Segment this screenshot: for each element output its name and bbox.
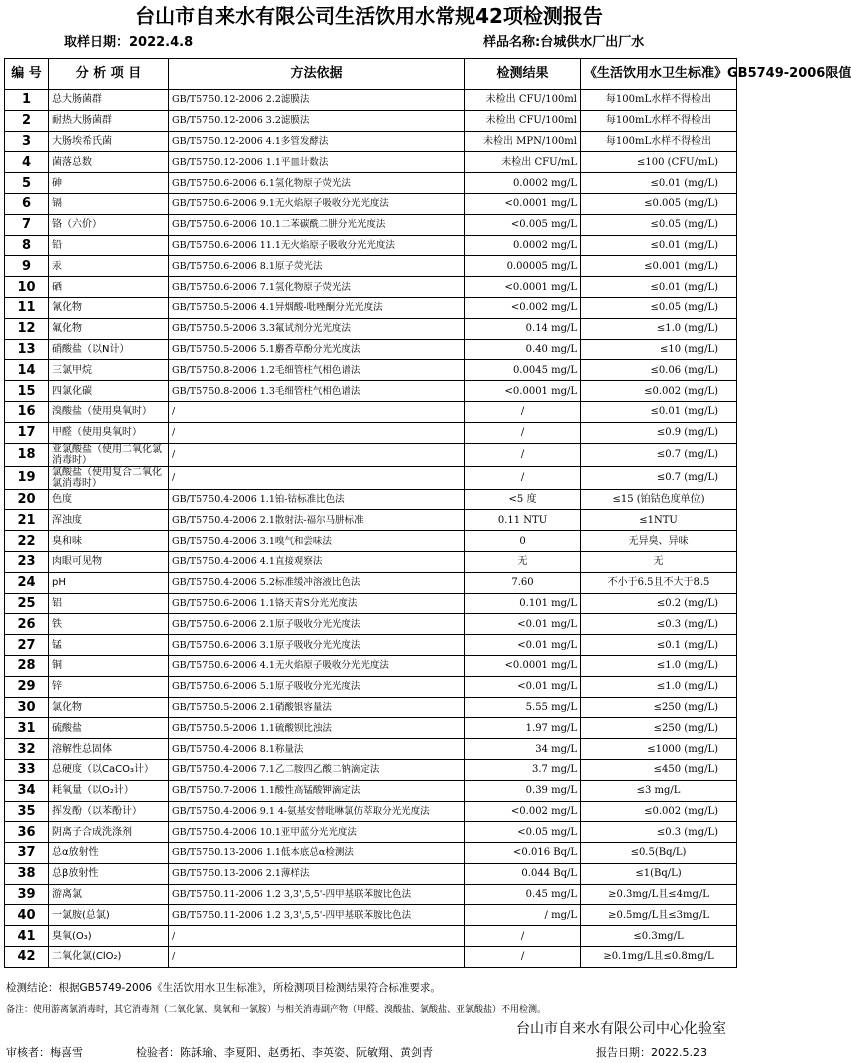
table-row: [5, 90, 737, 111]
row-limit: ≤0.002 (mg/L): [581, 381, 737, 402]
row-method: GB/T5750.6-2006 4.1无火焰原子吸收分光光度法: [169, 655, 465, 676]
row-result: <0.0001 mg/L: [465, 193, 581, 214]
row-result: 1.97 mg/L: [465, 718, 581, 739]
row-number: 19: [5, 466, 49, 489]
row-limit: ≥0.1mg/L且≤0.8mg/L: [581, 947, 737, 968]
row-method: /: [169, 422, 465, 443]
table-row: [5, 780, 737, 801]
row-limit: ≤0.002 (mg/L): [581, 801, 737, 822]
row-limit: ≤0.1 (mg/L): [581, 635, 737, 656]
row-result: /: [465, 443, 581, 466]
row-method: GB/T5750.6-2006 6.1氢化物原子荧光法: [169, 173, 465, 194]
table-row: [5, 572, 737, 593]
row-result: 0.00005 mg/L: [465, 256, 581, 277]
row-limit: 每100mL水样不得检出: [581, 110, 737, 131]
row-method: GB/T5750.4-2006 8.1称量法: [169, 739, 465, 760]
table-row: [5, 318, 737, 339]
row-result: 0.39 mg/L: [465, 780, 581, 801]
row-number: 6: [5, 193, 49, 214]
row-limit: ≤0.05 (mg/L): [581, 214, 737, 235]
row-result: <0.002 mg/L: [465, 801, 581, 822]
testers: 检验者：陈訸瑜、李夏阳、赵勇拓、李英姿、阮敏翔、黄剑青: [136, 1046, 433, 1059]
row-result: 未检出 CFU/100ml: [465, 90, 581, 111]
row-number: 25: [5, 593, 49, 614]
row-limit: ≤0.9 (mg/L): [581, 422, 737, 443]
row-number: 41: [5, 926, 49, 947]
results-table: [4, 58, 851, 968]
row-limit: ≤0.7 (mg/L): [581, 443, 737, 466]
row-item: 挥发酚（以苯酚计）: [49, 801, 169, 822]
row-item: 亚氯酸盐（使用二氧化氯消毒时）: [49, 443, 169, 466]
row-number: 13: [5, 339, 49, 360]
row-number: 30: [5, 697, 49, 718]
note-text: 备注：使用游离氯消毒时，其它消毒剂（二氧化氯、臭氧和一氯胺）与相关消毒副产物（甲醛、溴酸盐、氯酸盐、亚氯酸盐）不用检测。: [6, 1005, 547, 1015]
row-limit: ≤1000 (mg/L): [581, 739, 737, 760]
row-method: /: [169, 443, 465, 466]
row-result: <0.005 mg/L: [465, 214, 581, 235]
row-method: GB/T5750.12-2006 3.2滤膜法: [169, 110, 465, 131]
row-limit: ≤0.3 (mg/L): [581, 822, 737, 843]
row-limit: ≤0.2 (mg/L): [581, 593, 737, 614]
row-item: 汞: [49, 256, 169, 277]
table-row: [5, 277, 737, 298]
row-result: /: [465, 926, 581, 947]
row-item: 总大肠菌群: [49, 90, 169, 111]
row-limit: ≤0.01 (mg/L): [581, 277, 737, 298]
row-item: pH: [49, 572, 169, 593]
table-row: [5, 926, 737, 947]
row-result: <0.01 mg/L: [465, 635, 581, 656]
table-row: [5, 718, 737, 739]
row-limit: ≥0.3mg/L且≤4mg/L: [581, 884, 737, 905]
row-method: /: [169, 401, 465, 422]
row-limit: ≤10 (mg/L): [581, 339, 737, 360]
row-method: GB/T5750.6-2006 9.1无火焰原子吸收分光光度法: [169, 193, 465, 214]
row-number: 42: [5, 947, 49, 968]
row-number: 34: [5, 780, 49, 801]
table-body: [5, 90, 737, 968]
row-item: 一氯胺(总氯): [49, 905, 169, 926]
row-result: 3.7 mg/L: [465, 759, 581, 780]
row-result: 0: [465, 531, 581, 552]
lab-name: 台山市自来水有限公司中心化验室: [516, 1021, 726, 1037]
row-method: GB/T5750.6-2006 11.1无火焰原子吸收分光光度法: [169, 235, 465, 256]
row-number: 22: [5, 531, 49, 552]
table-row: [5, 256, 737, 277]
row-limit: ≤0.01 (mg/L): [581, 173, 737, 194]
row-number: 2: [5, 110, 49, 131]
table-row: [5, 214, 737, 235]
row-item: 三氯甲烷: [49, 360, 169, 381]
row-result: 0.40 mg/L: [465, 339, 581, 360]
row-item: 氯化物: [49, 697, 169, 718]
sample-date: 取样日期：2022.4.8: [64, 35, 194, 50]
row-result: 未检出 CFU/mL: [465, 152, 581, 173]
row-number: 9: [5, 256, 49, 277]
row-limit: ≤1.0 (mg/L): [581, 676, 737, 697]
row-limit: ≤250 (mg/L): [581, 697, 737, 718]
header-item: 分 析 项 目: [49, 59, 169, 90]
row-result: /: [465, 466, 581, 489]
conclusion-text: 检测结论：根据GB5749-2006《生活饮用水卫生标准》，所检测项目检测结果符合标准要求。: [6, 982, 441, 994]
row-number: 18: [5, 443, 49, 466]
row-result: <0.016 Bq/L: [465, 843, 581, 864]
row-item: 浑浊度: [49, 510, 169, 531]
row-method: GB/T5750.8-2006 1.2毛细管柱气相色谱法: [169, 360, 465, 381]
row-item: 锌: [49, 676, 169, 697]
table-row: [5, 152, 737, 173]
header-result: 检测结果: [465, 59, 581, 90]
table-row: [5, 884, 737, 905]
row-number: 12: [5, 318, 49, 339]
row-method: GB/T5750.11-2006 1.2 3,3',5,5'-四甲基联苯胺比色法: [169, 905, 465, 926]
row-result: 0.45 mg/L: [465, 884, 581, 905]
row-method: GB/T5750.5-2006 2.1硝酸银容量法: [169, 697, 465, 718]
row-item: 色度: [49, 489, 169, 510]
row-method: GB/T5750.13-2006 2.1薄样法: [169, 863, 465, 884]
row-number: 31: [5, 718, 49, 739]
header-method: 方法依据: [169, 59, 465, 90]
row-method: GB/T5750.6-2006 7.1氢化物原子荧光法: [169, 277, 465, 298]
table-row: [5, 863, 737, 884]
row-result: 0.0002 mg/L: [465, 235, 581, 256]
row-result: 未检出 MPN/100ml: [465, 131, 581, 152]
row-number: 35: [5, 801, 49, 822]
table-row: [5, 297, 737, 318]
row-method: /: [169, 466, 465, 489]
row-item: 铅: [49, 235, 169, 256]
report-date: 报告日期：2022.5.23: [596, 1046, 707, 1059]
table-row: [5, 339, 737, 360]
row-method: GB/T5750.4-2006 1.1铂-钴标准比色法: [169, 489, 465, 510]
row-method: GB/T5750.4-2006 9.1 4-氨基安替吡啉氯仿萃取分光光度法: [169, 801, 465, 822]
row-limit: ≤1(Bq/L): [581, 863, 737, 884]
row-item: 铜: [49, 655, 169, 676]
header-standard: 《生活饮用水卫生标准》GB5749-2006限值: [581, 59, 737, 90]
row-method: GB/T5750.4-2006 4.1直接观察法: [169, 551, 465, 572]
row-result: 7.60: [465, 572, 581, 593]
row-item: 砷: [49, 173, 169, 194]
row-result: 0.101 mg/L: [465, 593, 581, 614]
row-item: 肉眼可见物: [49, 551, 169, 572]
row-number: 26: [5, 614, 49, 635]
row-method: GB/T5750.7-2006 1.1酸性高锰酸钾滴定法: [169, 780, 465, 801]
row-item: 铁: [49, 614, 169, 635]
row-result: /: [465, 947, 581, 968]
row-method: GB/T5750.4-2006 7.1乙二胺四乙酸二钠滴定法: [169, 759, 465, 780]
row-item: 氯酸盐（使用复合二氧化氯消毒时）: [49, 466, 169, 489]
table-row: [5, 173, 737, 194]
row-limit: ≤0.001 (mg/L): [581, 256, 737, 277]
table-row: [5, 551, 737, 572]
row-item: 四氯化碳: [49, 381, 169, 402]
row-result: <0.0001 mg/L: [465, 655, 581, 676]
row-item: 阴离子合成洗涤剂: [49, 822, 169, 843]
row-item: 硝酸盐（以N计）: [49, 339, 169, 360]
row-item: 总α放射性: [49, 843, 169, 864]
row-item: 总β放射性: [49, 863, 169, 884]
row-result: 未检出 CFU/100ml: [465, 110, 581, 131]
row-limit: ≤0.5(Bq/L): [581, 843, 737, 864]
row-method: GB/T5750.4-2006 2.1散射法-福尔马肼标准: [169, 510, 465, 531]
row-number: 36: [5, 822, 49, 843]
row-item: 菌落总数: [49, 152, 169, 173]
reviewer: 审核者：梅喜雪: [6, 1046, 83, 1059]
row-limit: ≤0.3mg/L: [581, 926, 737, 947]
row-limit: ≤100 (CFU/mL): [581, 152, 737, 173]
row-result: /: [465, 422, 581, 443]
table-row: [5, 614, 737, 635]
row-result: <0.0001 mg/L: [465, 277, 581, 298]
table-row: [5, 193, 737, 214]
row-number: 3: [5, 131, 49, 152]
row-limit: ≤1.0 (mg/L): [581, 655, 737, 676]
table-row: [5, 947, 737, 968]
row-number: 16: [5, 401, 49, 422]
row-method: GB/T5750.13-2006 1.1低本底总α检测法: [169, 843, 465, 864]
table-row: [5, 510, 737, 531]
row-method: GB/T5750.5-2006 5.1麝香草酚分光光度法: [169, 339, 465, 360]
row-number: 33: [5, 759, 49, 780]
row-method: GB/T5750.4-2006 5.2标准缓冲溶液比色法: [169, 572, 465, 593]
row-limit: ≤0.01 (mg/L): [581, 401, 737, 422]
row-method: GB/T5750.4-2006 3.1嗅气和尝味法: [169, 531, 465, 552]
row-item: 二氧化氯(ClO₂): [49, 947, 169, 968]
row-item: 溴酸盐（使用臭氧时）: [49, 401, 169, 422]
row-result: <0.05 mg/L: [465, 822, 581, 843]
row-number: 28: [5, 655, 49, 676]
row-number: 8: [5, 235, 49, 256]
row-limit: ≤3 mg/L: [581, 780, 737, 801]
row-method: GB/T5750.6-2006 10.1二苯碳酰二肼分光光度法: [169, 214, 465, 235]
table-row: [5, 531, 737, 552]
row-item: 氰化物: [49, 297, 169, 318]
row-number: 29: [5, 676, 49, 697]
row-result: <0.01 mg/L: [465, 614, 581, 635]
table-row: [5, 822, 737, 843]
row-method: GB/T5750.8-2006 1.3毛细管柱气相色谱法: [169, 381, 465, 402]
row-result: 0.14 mg/L: [465, 318, 581, 339]
row-method: GB/T5750.11-2006 1.2 3,3',5,5'-四甲基联苯胺比色法: [169, 884, 465, 905]
row-limit: ≤0.7 (mg/L): [581, 466, 737, 489]
header-no: 编 号: [5, 59, 49, 90]
table-row: [5, 655, 737, 676]
row-item: 总硬度（以CaCO₃计）: [49, 759, 169, 780]
report-title: 台山市自来水有限公司生活饮用水常规42项检测报告: [135, 4, 603, 28]
row-limit: ≤0.01 (mg/L): [581, 235, 737, 256]
row-limit: ≥0.5mg/L且≤3mg/L: [581, 905, 737, 926]
row-limit: 无: [581, 551, 737, 572]
table-row: [5, 905, 737, 926]
row-number: 7: [5, 214, 49, 235]
row-number: 11: [5, 297, 49, 318]
row-number: 37: [5, 843, 49, 864]
row-method: GB/T5750.6-2006 2.1原子吸收分光光度法: [169, 614, 465, 635]
row-limit: 不小于6.5且不大于8.5: [581, 572, 737, 593]
row-result: 5.55 mg/L: [465, 697, 581, 718]
table-row: [5, 235, 737, 256]
row-limit: 每100mL水样不得检出: [581, 90, 737, 111]
row-limit: ≤15 (铂钴色度单位): [581, 489, 737, 510]
row-method: GB/T5750.5-2006 3.3氟试剂分光光度法: [169, 318, 465, 339]
row-limit: ≤0.005 (mg/L): [581, 193, 737, 214]
row-number: 27: [5, 635, 49, 656]
row-limit: ≤1NTU: [581, 510, 737, 531]
row-number: 24: [5, 572, 49, 593]
row-method: GB/T5750.4-2006 10.1亚甲蓝分光光度法: [169, 822, 465, 843]
row-result: 0.0002 mg/L: [465, 173, 581, 194]
table-row: [5, 843, 737, 864]
row-method: GB/T5750.6-2006 1.1铬天青S分光光度法: [169, 593, 465, 614]
table-row: [5, 801, 737, 822]
row-method: GB/T5750.12-2006 2.2滤膜法: [169, 90, 465, 111]
table-row: [5, 697, 737, 718]
row-item: 甲醛（使用臭氧时）: [49, 422, 169, 443]
row-method: GB/T5750.6-2006 8.1原子荧光法: [169, 256, 465, 277]
row-item: 溶解性总固体: [49, 739, 169, 760]
table-row: [5, 131, 737, 152]
row-limit: ≤1.0 (mg/L): [581, 318, 737, 339]
row-number: 15: [5, 381, 49, 402]
row-limit: ≤450 (mg/L): [581, 759, 737, 780]
row-limit: ≤0.3 (mg/L): [581, 614, 737, 635]
row-number: 32: [5, 739, 49, 760]
row-result: <0.002 mg/L: [465, 297, 581, 318]
table-row: [5, 466, 737, 489]
row-method: GB/T5750.6-2006 5.1原子吸收分光光度法: [169, 676, 465, 697]
row-item: 大肠埃希氏菌: [49, 131, 169, 152]
row-item: 镉: [49, 193, 169, 214]
row-number: 17: [5, 422, 49, 443]
sample-name: 样品名称:台城供水厂出厂水: [483, 35, 645, 50]
row-result: <0.0001 mg/L: [465, 381, 581, 402]
table-row: [5, 739, 737, 760]
table-row: [5, 676, 737, 697]
row-number: 21: [5, 510, 49, 531]
row-number: 5: [5, 173, 49, 194]
row-number: 38: [5, 863, 49, 884]
row-result: 无: [465, 551, 581, 572]
table-row: [5, 360, 737, 381]
row-result: 0.0045 mg/L: [465, 360, 581, 381]
row-limit: 无异臭、异味: [581, 531, 737, 552]
row-result: 0.11 NTU: [465, 510, 581, 531]
row-limit: ≤0.05 (mg/L): [581, 297, 737, 318]
row-result: /: [465, 401, 581, 422]
table-row: [5, 593, 737, 614]
row-number: 10: [5, 277, 49, 298]
row-method: GB/T5750.5-2006 1.1硫酸钡比浊法: [169, 718, 465, 739]
row-item: 臭和味: [49, 531, 169, 552]
row-number: 20: [5, 489, 49, 510]
row-item: 游离氯: [49, 884, 169, 905]
table-row: [5, 422, 737, 443]
row-limit: 每100mL水样不得检出: [581, 131, 737, 152]
row-item: 臭氧(O₃): [49, 926, 169, 947]
table-row: [5, 489, 737, 510]
row-item: 耗氧量（以O₂计）: [49, 780, 169, 801]
row-item: 锰: [49, 635, 169, 656]
row-number: 39: [5, 884, 49, 905]
row-item: 氟化物: [49, 318, 169, 339]
row-item: 硒: [49, 277, 169, 298]
row-item: 铝: [49, 593, 169, 614]
row-item: 铬（六价）: [49, 214, 169, 235]
row-number: 1: [5, 90, 49, 111]
table-header-row: [5, 59, 737, 90]
row-result: <5 度: [465, 489, 581, 510]
row-method: /: [169, 947, 465, 968]
row-result: 34 mg/L: [465, 739, 581, 760]
table-row: [5, 381, 737, 402]
table-row: [5, 759, 737, 780]
row-method: /: [169, 926, 465, 947]
table-row: [5, 635, 737, 656]
table-row: [5, 401, 737, 422]
row-method: GB/T5750.12-2006 4.1多管发酵法: [169, 131, 465, 152]
row-number: 4: [5, 152, 49, 173]
row-method: GB/T5750.12-2006 1.1平皿计数法: [169, 152, 465, 173]
row-result: 0.044 Bq/L: [465, 863, 581, 884]
row-result: <0.01 mg/L: [465, 676, 581, 697]
table-row: [5, 110, 737, 131]
row-number: 23: [5, 551, 49, 572]
row-method: GB/T5750.6-2006 3.1原子吸收分光光度法: [169, 635, 465, 656]
row-result: / mg/L: [465, 905, 581, 926]
row-number: 14: [5, 360, 49, 381]
row-item: 耐热大肠菌群: [49, 110, 169, 131]
row-item: 硫酸盐: [49, 718, 169, 739]
row-limit: ≤0.06 (mg/L): [581, 360, 737, 381]
row-limit: ≤250 (mg/L): [581, 718, 737, 739]
row-number: 40: [5, 905, 49, 926]
row-method: GB/T5750.5-2006 4.1异烟酸-吡唑酮分光光度法: [169, 297, 465, 318]
table-row: [5, 443, 737, 466]
